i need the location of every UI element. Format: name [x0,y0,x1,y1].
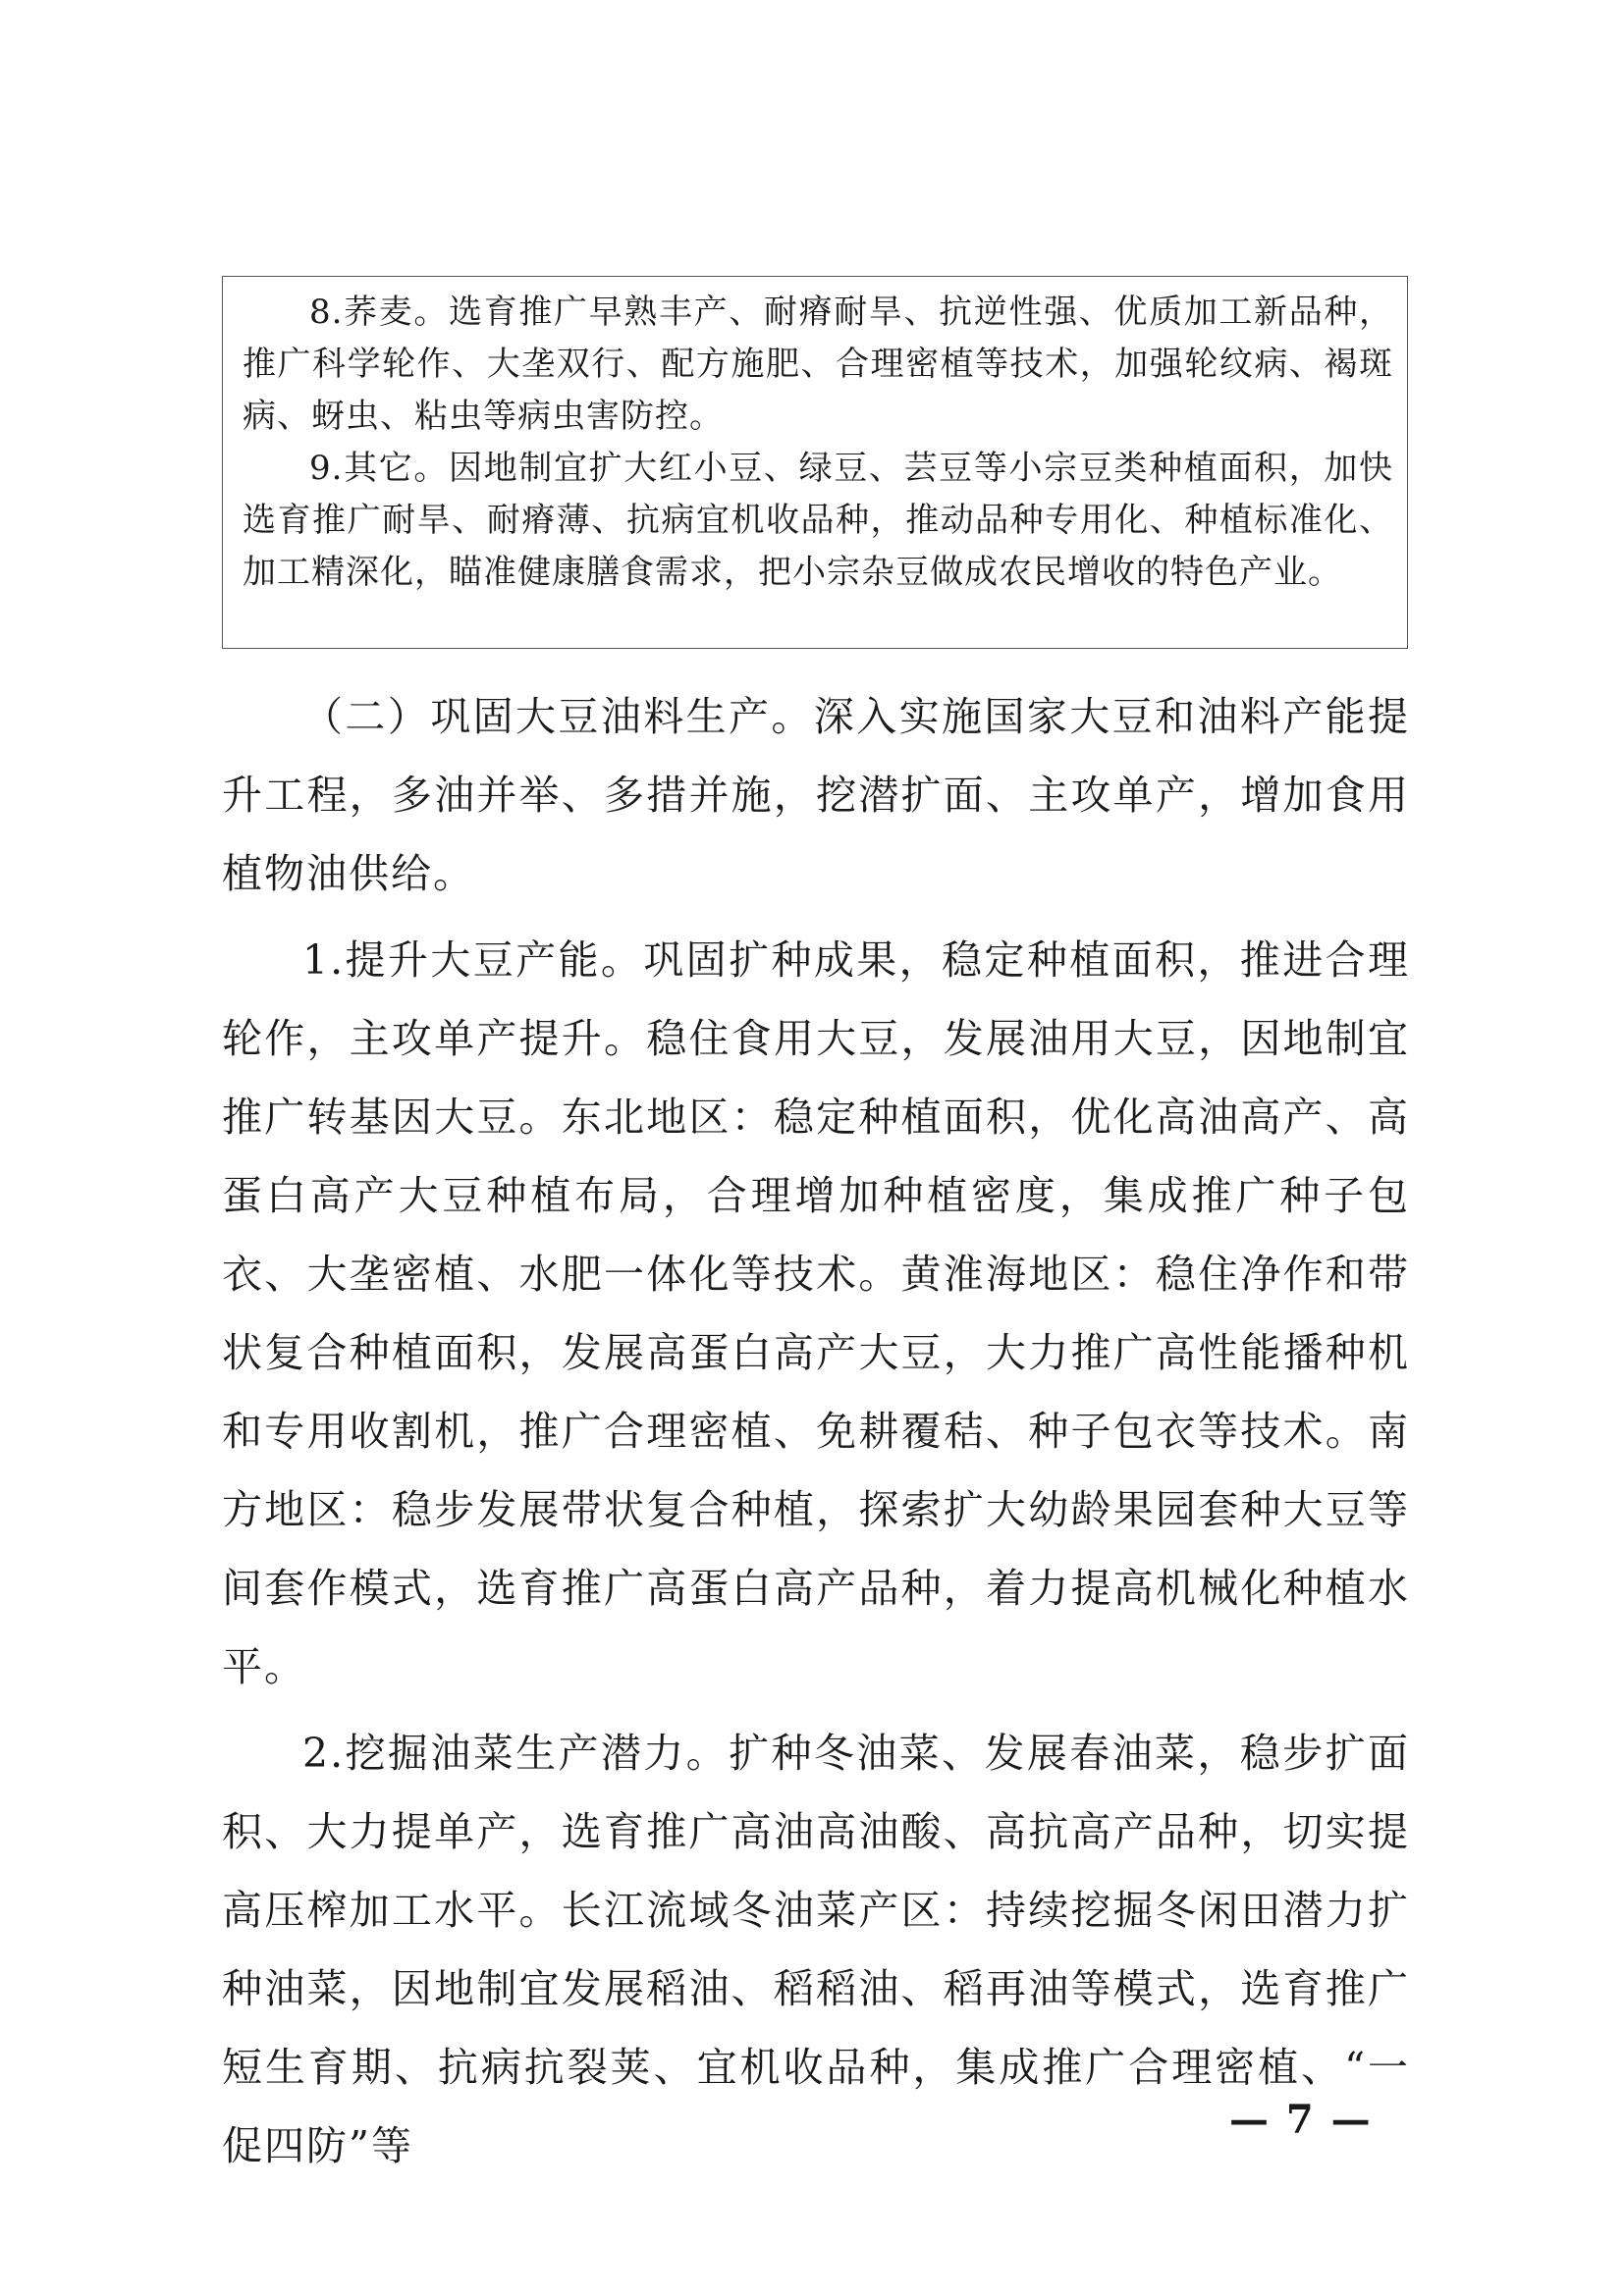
page-number: — 7 — [1229,2097,1373,2143]
soybean-paragraph: 1.提升大豆产能。巩固扩种成果，稳定种植面积，推进合理轮作，主攻单产提升。稳住食用大豆，发展油用大豆，因地制宜推广转基因大豆。东北地区：稳定种植面积，优化高油高产、高蛋白高产大豆种植布局，合理增加种植密度，集成推广种子包衣、大垄密植、水肥一体化等技术。黄淮海地区：稳住净作和带状复合种植面积，发展高蛋白高产大豆，大力推广高性能播种机和专用收割机，推广合理密植、免耕覆秸、种子包衣等技术。南方地区：稳步发展带状复合种植，探索扩大幼龄果园套种大豆等间套作模式，选育推广高蛋白高产品种，着力提高机械化种植水平。 [222,936,1410,1690]
rapeseed-paragraph: 2.挖掘油菜生产潜力。扩种冬油菜、发展春油菜，稳步扩面积、大力提单产，选育推广高油高油酸、高抗高产品种，切实提高压榨加工水平。长江流域冬油菜产区：持续挖掘冬闲田潜力扩种油菜，因地制宜发展稻油、稻稻油、稻再油等模式，选育推广短生育期、抗病抗裂荚、宜机收品种，集成推广合理密植、“一促四防”等 [222,1730,1410,2169]
crop-notes-box [222,276,1408,649]
section-heading-paragraph: （二）巩固大豆油料生产。深入实施国家大豆和油料产能提升工程，多油并举、多措并施，挖潜扩面、主攻单产，增加食用植物油供给。 [222,693,1410,897]
box-paragraph-others: 9.其它。因地制宜扩大红小豆、绿豆、芸豆等小宗豆类种植面积，加快选育推广耐旱、耐瘠薄、抗病宜机收品种，推动品种专用化、种植标准化、加工精深化，瞄准健康膳食需求，把小宗杂豆做成农民增收的特色产业。 [243,449,1393,592]
main-body [222,677,1410,2193]
box-paragraph-buckwheat: 8.荞麦。选育推广早熟丰产、耐瘠耐旱、抗逆性强、优质加工新品种，推广科学轮作、大垄双行、配方施肥、合理密植等技术，加强轮纹病、褐斑病、蚜虫、粘虫等病虫害防控。 [243,293,1393,436]
